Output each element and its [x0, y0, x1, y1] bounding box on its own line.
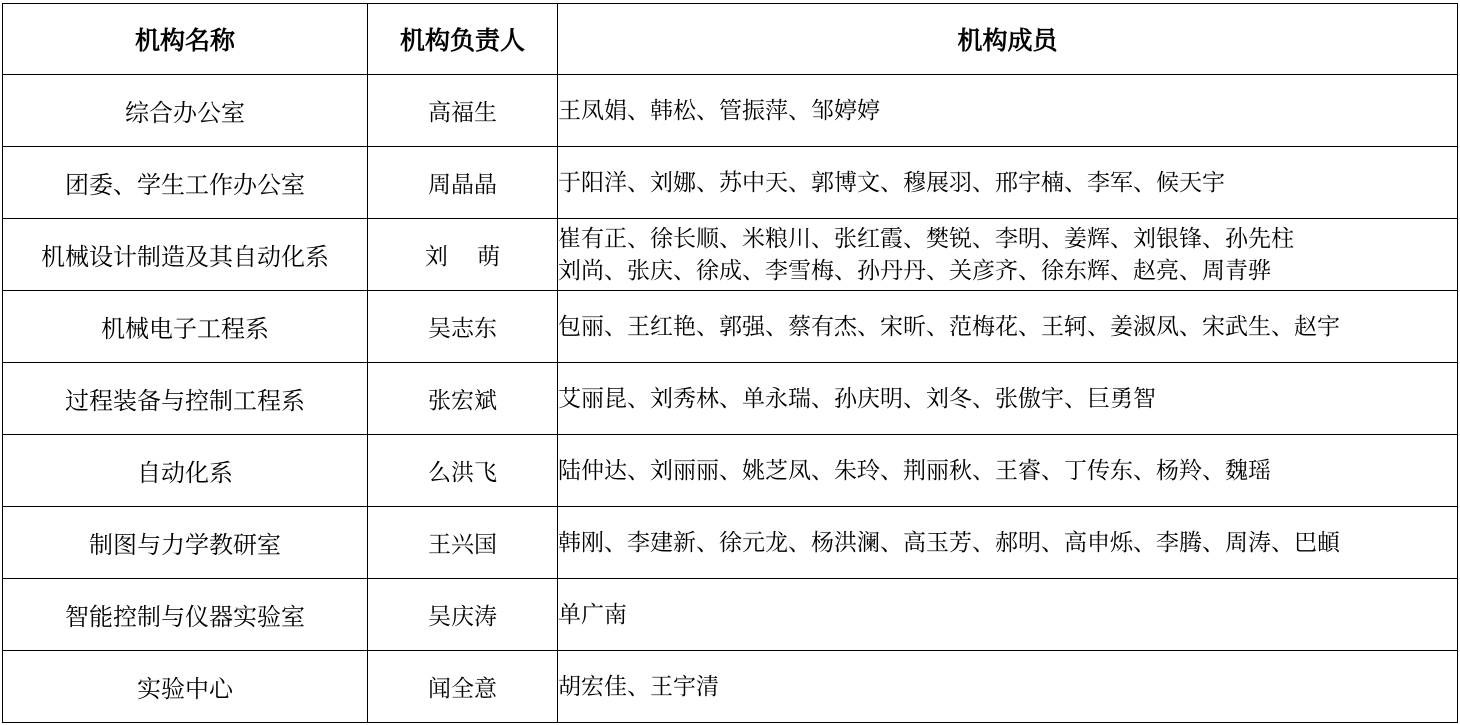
member-list-line: 艾丽昆、刘秀林、单永瑞、孙庆明、刘冬、张傲宇、巨勇智 [558, 385, 1156, 412]
member-list-line: 于阳洋、刘娜、苏中天、郭博文、穆展羽、邢宇楠、李军、候天宇 [558, 169, 1225, 196]
org-leader-cell: 么洪飞 [368, 435, 558, 507]
table-row [3, 651, 1458, 723]
member-list-line: 崔有正、徐长顺、米粮川、张红霞、樊锐、李明、姜辉、刘银锋、孙先柱 [558, 225, 1294, 252]
org-members-cell [558, 291, 1458, 363]
org-name-cell: 自动化系 [3, 435, 368, 507]
org-members-cell [558, 219, 1458, 291]
table-row [3, 363, 1458, 435]
org-leader-cell: 吴庆涛 [368, 579, 558, 651]
org-members-cell [558, 363, 1458, 435]
org-name-cell: 机械电子工程系 [3, 291, 368, 363]
org-leader-cell: 刘 萌 [368, 219, 558, 291]
org-name-cell: 团委、学生工作办公室 [3, 147, 368, 219]
org-leader-cell: 闻全意 [368, 651, 558, 723]
table-row [3, 291, 1458, 363]
org-members-cell [558, 75, 1458, 147]
org-name-cell: 过程装备与控制工程系 [3, 363, 368, 435]
member-list-line: 陆仲达、刘丽丽、姚芝凤、朱玲、荆丽秋、王睿、丁传东、杨羚、魏瑶 [558, 457, 1271, 484]
table-row [3, 219, 1458, 291]
member-list-line: 单广南 [558, 601, 627, 628]
org-leader-cell: 高福生 [368, 75, 558, 147]
org-name-cell: 制图与力学教研室 [3, 507, 368, 579]
organization-table [2, 3, 1458, 723]
org-members-cell [558, 579, 1458, 651]
header-org-members: 机构成员 [558, 4, 1458, 75]
org-leader-cell: 张宏斌 [368, 363, 558, 435]
table-row [3, 435, 1458, 507]
org-members-cell [558, 507, 1458, 579]
member-list-line: 韩刚、李建新、徐元龙、杨洪澜、高玉芳、郝明、高申烁、李腾、周涛、巴頔 [558, 529, 1340, 556]
table-row [3, 75, 1458, 147]
member-list-line: 王凤娟、韩松、管振萍、邹婷婷 [558, 97, 880, 124]
org-members-cell [558, 651, 1458, 723]
member-list-line: 包丽、王红艳、郭强、蔡有杰、宋昕、范梅花、王轲、姜淑凤、宋武生、赵宇 [558, 313, 1340, 340]
org-leader-cell: 吴志东 [368, 291, 558, 363]
org-leader-cell: 王兴国 [368, 507, 558, 579]
header-org-name: 机构名称 [3, 4, 368, 75]
table-row [3, 507, 1458, 579]
org-members-cell [558, 147, 1458, 219]
member-list-line: 刘尚、张庆、徐成、李雪梅、孙丹丹、关彦齐、徐东辉、赵亮、周青骅 [558, 257, 1271, 284]
org-leader-cell: 周晶晶 [368, 147, 558, 219]
org-name-cell: 智能控制与仪器实验室 [3, 579, 368, 651]
table-row [3, 579, 1458, 651]
member-list-line: 胡宏佳、王宇清 [558, 673, 719, 700]
header-org-leader: 机构负责人 [368, 4, 558, 75]
org-name-cell: 综合办公室 [3, 75, 368, 147]
org-name-cell: 机械设计制造及其自动化系 [3, 219, 368, 291]
table-row [3, 147, 1458, 219]
table-header-row [3, 4, 1458, 75]
org-members-cell [558, 435, 1458, 507]
org-name-cell: 实验中心 [3, 651, 368, 723]
